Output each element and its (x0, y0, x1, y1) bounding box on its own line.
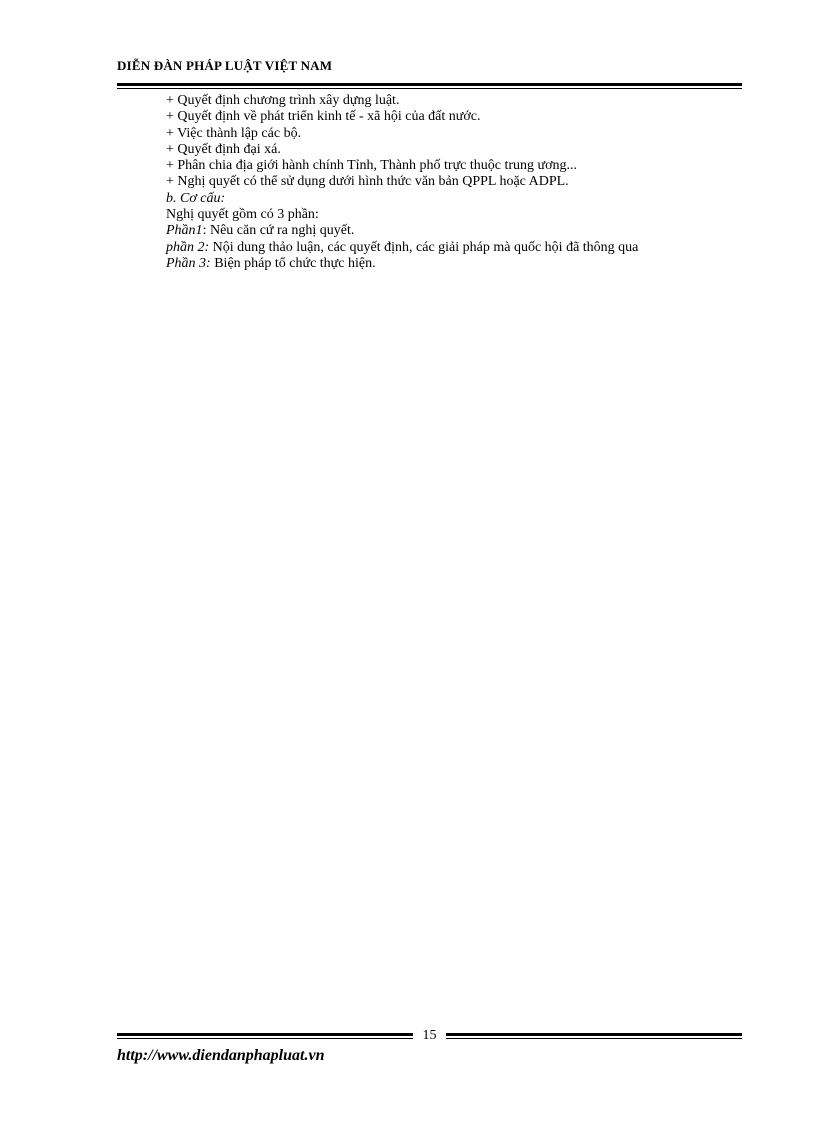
page-number: 15 (422, 1028, 437, 1043)
section-intro: Nghị quyết gồm có 3 phần: (166, 207, 319, 223)
part-text: : Nêu căn cứ ra nghị quyết. (202, 223, 355, 239)
bullet-item: + Nghị quyết có thể sử dụng dưới hình thức văn bản QPPL hoặc ADPL. (166, 174, 569, 190)
header-rule-thick (117, 83, 742, 86)
part-label: phần 2: (166, 239, 210, 255)
part-text: Nội dung thảo luận, các quyết định, các giải pháp mà quốc hội đã thông qua (209, 239, 639, 255)
bullet-item: + Quyết định về phát triển kinh tế - xã hội của đất nước. (166, 109, 481, 125)
footer-url-link[interactable]: http://www.diendanphapluat.vn (117, 1047, 325, 1064)
part-item (166, 256, 742, 272)
part-item (166, 240, 742, 256)
footer-rule-left-thin (117, 1038, 413, 1039)
document-body (166, 93, 742, 272)
part-label: Phần 3: (166, 255, 211, 271)
footer-rule-right-thin (446, 1038, 742, 1039)
footer-rule-right-thick (446, 1033, 742, 1036)
bullet-item: + Phân chia địa giới hành chính Tỉnh, Thành phố trực thuộc trung ương... (166, 158, 578, 174)
page-header-title: DIỄN ĐÀN PHÁP LUẬT VIỆT NAM (117, 58, 333, 73)
section-heading: b. Cơ cấu: (166, 190, 226, 206)
part-label: Phần1 (166, 223, 203, 239)
part-item (166, 223, 742, 239)
part-text: Biện pháp tổ chức thực hiện. (210, 255, 376, 271)
header-rule-thin (117, 88, 742, 89)
bullet-item: + Quyết định chương trình xây dựng luật. (166, 93, 400, 108)
bullet-item: + Quyết định đại xá. (166, 141, 281, 157)
bullet-item: + Việc thành lập các bộ. (166, 125, 302, 141)
footer-rule-left-thick (117, 1033, 413, 1036)
